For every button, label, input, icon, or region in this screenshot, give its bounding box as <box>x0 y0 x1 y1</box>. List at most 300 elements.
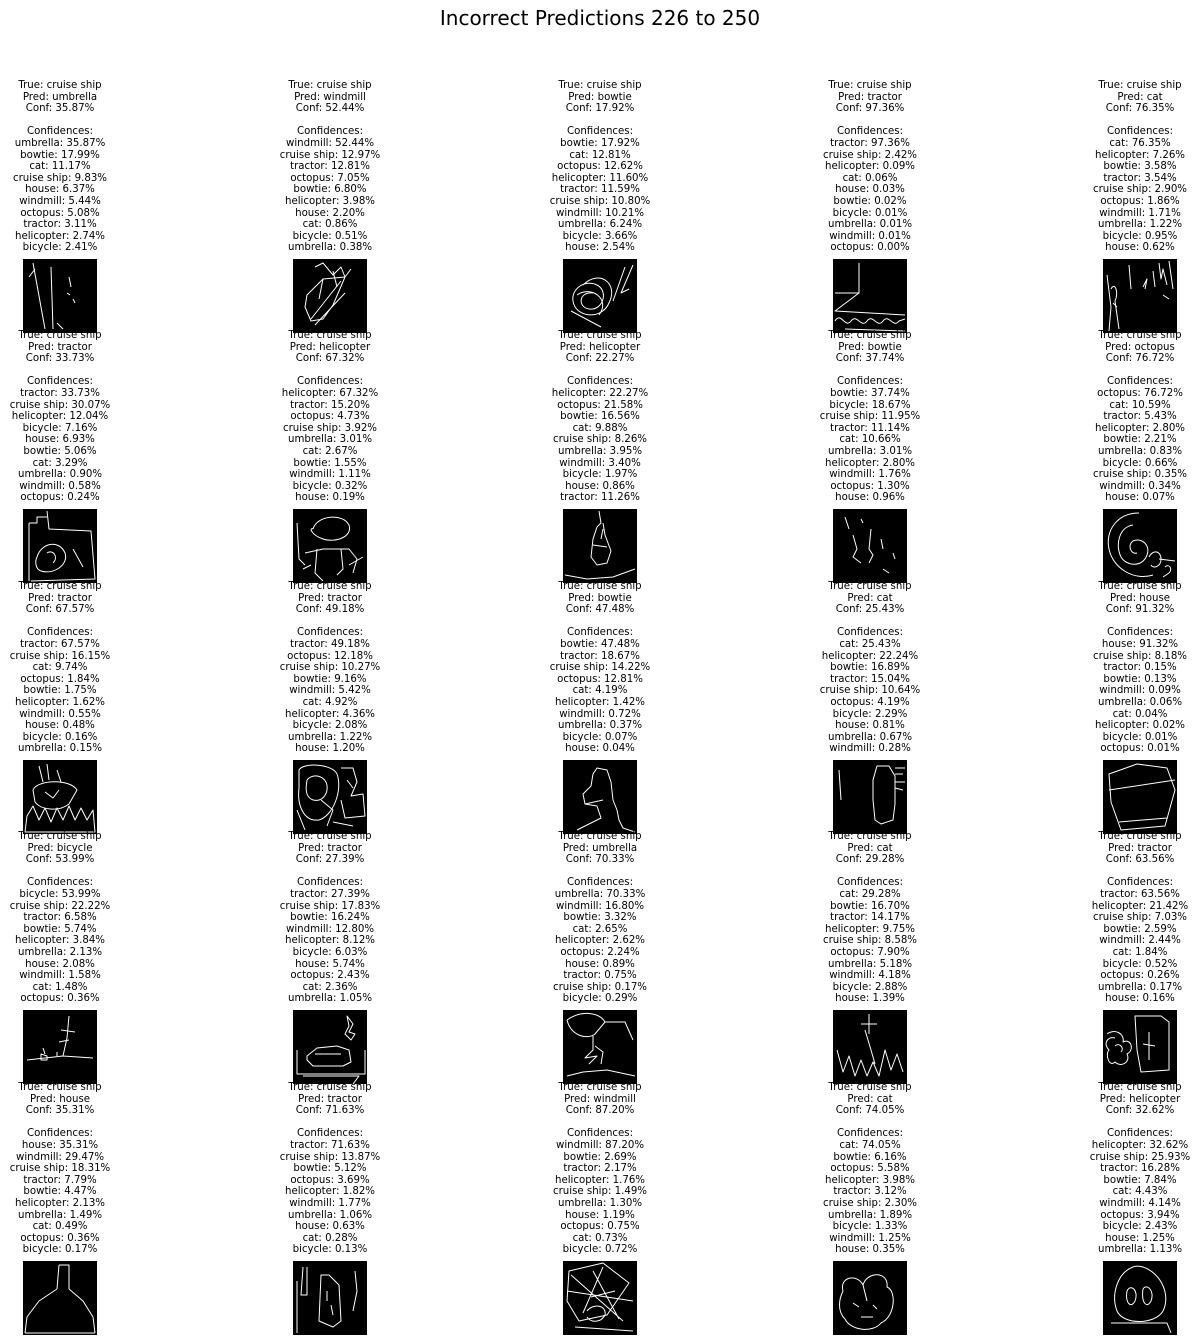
confidence-item: cat: 12.81% <box>569 149 631 161</box>
confidence-item: cat: 9.74% <box>32 662 88 674</box>
spacer <box>1040 866 1200 878</box>
confidence-item: bowtie: 3.58% <box>1103 161 1177 173</box>
spacer <box>770 115 970 127</box>
prediction-panel <box>770 1082 970 1256</box>
confidence-item: helicopter: 22.24% <box>821 650 919 662</box>
confidence-item: helicopter: 1.76% <box>555 1174 645 1186</box>
pred-label: Pred: octopus <box>1105 341 1175 353</box>
prediction-panel <box>500 1082 700 1256</box>
pred-label: Pred: umbrella <box>562 842 638 854</box>
conf-label: Conf: 17.92% <box>565 103 635 115</box>
confidence-item: tractor: 27.39% <box>290 888 370 900</box>
confidence-item: windmill: 29.47% <box>15 1151 105 1163</box>
conf-label: Conf: 87.20% <box>565 1105 635 1117</box>
confidence-item: tractor: 2.17% <box>563 1163 637 1175</box>
prediction-panel <box>0 330 160 504</box>
sketch-drawing <box>23 1261 97 1335</box>
confidence-item: helicopter: 21.42% <box>1091 900 1189 912</box>
confidence-item: tractor: 33.73% <box>20 387 100 399</box>
confidence-item: cruise ship: 2.42% <box>823 149 917 161</box>
confidence-item: octopus: 12.81% <box>557 673 643 685</box>
confidence-item: bicycle: 2.41% <box>22 242 98 254</box>
spacer <box>500 866 700 878</box>
confidence-item: bicycle: 0.01% <box>832 207 908 219</box>
confidence-item: windmill: 0.34% <box>1099 480 1181 492</box>
confidence-item: helicopter: 12.04% <box>11 411 109 423</box>
confidence-item: octopus: 5.58% <box>830 1163 910 1175</box>
confidence-item: bicycle: 0.52% <box>1102 958 1178 970</box>
confidence-item: bicycle: 0.66% <box>1102 457 1178 469</box>
pred-label: Pred: cat <box>847 592 893 604</box>
confidence-item: octopus: 0.01% <box>1100 743 1180 755</box>
confidence-item: octopus: 21.58% <box>557 399 643 411</box>
confidences-header: Confidences: <box>296 1128 364 1140</box>
confidence-item: cat: 1.48% <box>32 981 88 993</box>
sketch-stroke <box>571 265 633 327</box>
confidence-item: bicycle: 0.72% <box>562 1244 638 1256</box>
confidence-item: umbrella: 0.15% <box>17 743 103 755</box>
sketch-stroke <box>567 1263 633 1331</box>
figure-title: Incorrect Predictions 226 to 250 <box>439 6 761 30</box>
confidence-item: cat: 0.28% <box>302 1232 358 1244</box>
confidence-item: house: 91.32% <box>1101 638 1179 650</box>
confidence-item: umbrella: 1.22% <box>1097 219 1183 231</box>
confidence-item: cat: 2.67% <box>302 445 358 457</box>
confidences-header: Confidences: <box>1106 126 1174 138</box>
sketch-drawing <box>833 760 907 834</box>
sketch-drawing <box>833 1261 907 1335</box>
prediction-panel <box>230 1082 430 1256</box>
sketch-thumbnail <box>833 509 907 583</box>
confidence-item: house: 0.89% <box>565 958 635 970</box>
pred-label: Pred: helicopter <box>1099 1093 1181 1105</box>
confidence-item: cruise ship: 30.07% <box>9 399 111 411</box>
confidence-item: cruise ship: 11.95% <box>819 411 921 423</box>
confidence-item: helicopter: 2.62% <box>555 935 645 947</box>
prediction-panel <box>500 80 700 254</box>
confidence-item: umbrella: 35.87% <box>14 137 106 149</box>
pred-label: Pred: umbrella <box>22 91 98 103</box>
confidence-item: windmill: 0.09% <box>1099 685 1181 697</box>
confidence-item: windmill: 4.14% <box>1099 1197 1181 1209</box>
true-label: True: cruise ship <box>1098 831 1182 842</box>
confidence-item: umbrella: 0.01% <box>827 219 913 231</box>
confidence-item: cat: 0.73% <box>572 1232 628 1244</box>
spacer <box>230 616 430 628</box>
confidence-item: windmill: 0.01% <box>829 230 911 242</box>
confidence-item: house: 0.62% <box>1105 242 1175 254</box>
confidence-item: octopus: 4.19% <box>830 696 910 708</box>
confidence-item: umbrella: 3.01% <box>827 445 913 457</box>
true-label: True: cruise ship <box>1098 80 1182 91</box>
true-label: True: cruise ship <box>558 1082 642 1093</box>
conf-label: Conf: 74.05% <box>835 1105 905 1117</box>
confidence-item: bicycle: 18.67% <box>829 399 911 411</box>
conf-label: Conf: 97.36% <box>835 103 905 115</box>
confidence-item: cat: 2.65% <box>572 923 628 935</box>
confidence-item: octopus: 1.30% <box>830 480 910 492</box>
confidence-item: house: 0.96% <box>835 492 905 504</box>
confidences-header: Confidences: <box>566 1128 634 1140</box>
confidence-item: bowtie: 47.48% <box>560 638 640 650</box>
conf-label: Conf: 91.32% <box>1105 604 1175 616</box>
sketch-drawing <box>1103 259 1177 333</box>
confidence-item: umbrella: 1.05% <box>287 993 373 1005</box>
confidence-item: octopus: 0.36% <box>20 1232 100 1244</box>
confidence-item: bicycle: 2.08% <box>292 720 368 732</box>
prediction-panel <box>500 831 700 1005</box>
pred-label: Pred: helicopter <box>559 341 641 353</box>
pred-label: Pred: cat <box>847 842 893 854</box>
confidence-item: cruise ship: 0.17% <box>553 981 647 993</box>
confidence-item: helicopter: 2.74% <box>15 230 105 242</box>
conf-label: Conf: 67.57% <box>25 604 95 616</box>
confidence-item: bowtie: 6.80% <box>293 184 367 196</box>
sketch-thumbnail <box>1103 1261 1177 1335</box>
sketch-thumbnail <box>1103 1010 1177 1084</box>
true-label: True: cruise ship <box>558 581 642 592</box>
true-label: True: cruise ship <box>288 1082 372 1093</box>
confidence-item: bicycle: 0.95% <box>1102 230 1178 242</box>
confidence-item: bowtie: 5.74% <box>23 923 97 935</box>
sketch-drawing <box>293 509 367 583</box>
conf-label: Conf: 35.87% <box>25 103 95 115</box>
spacer <box>770 616 970 628</box>
sketch-stroke <box>840 1275 894 1330</box>
pred-label: Pred: tractor <box>298 842 362 854</box>
confidence-item: helicopter: 11.60% <box>551 172 649 184</box>
spacer <box>0 616 160 628</box>
sketch-stroke <box>1109 764 1175 830</box>
true-label: True: cruise ship <box>288 831 372 842</box>
confidence-item: house: 0.35% <box>835 1244 905 1256</box>
spacer <box>1040 365 1200 377</box>
confidence-item: octopus: 12.18% <box>287 650 373 662</box>
confidence-item: octopus: 0.26% <box>1100 970 1180 982</box>
confidence-item: cruise ship: 10.80% <box>549 195 651 207</box>
confidences-header: Confidences: <box>26 627 94 639</box>
confidence-item: cruise ship: 17.83% <box>279 900 381 912</box>
sketch-stroke <box>25 1265 95 1333</box>
confidence-item: umbrella: 3.01% <box>287 434 373 446</box>
confidence-item: windmill: 1.71% <box>1099 207 1181 219</box>
sketch-drawing <box>1103 1010 1177 1084</box>
confidence-item: cruise ship: 2.30% <box>823 1197 917 1209</box>
true-label: True: cruise ship <box>1098 581 1182 592</box>
sketch-stroke <box>845 517 895 573</box>
confidence-item: cruise ship: 2.90% <box>1093 184 1187 196</box>
conf-label: Conf: 49.18% <box>295 604 365 616</box>
conf-label: Conf: 52.44% <box>295 103 365 115</box>
confidence-item: bicycle: 0.17% <box>22 1244 98 1256</box>
spacer <box>770 365 970 377</box>
sketch-drawing <box>1103 509 1177 583</box>
confidences-header: Confidences: <box>836 376 904 388</box>
confidence-item: cruise ship: 0.35% <box>1093 469 1187 481</box>
confidence-item: umbrella: 2.13% <box>17 946 103 958</box>
confidences-header: Confidences: <box>1106 877 1174 889</box>
confidences-header: Confidences: <box>566 126 634 138</box>
confidence-item: cat: 2.36% <box>302 981 358 993</box>
sketch-stroke <box>837 1014 903 1076</box>
true-label: True: cruise ship <box>828 581 912 592</box>
confidence-item: windmill: 0.28% <box>829 743 911 755</box>
confidence-item: octopus: 0.24% <box>20 492 100 504</box>
confidences-header: Confidences: <box>26 1128 94 1140</box>
prediction-panel <box>770 581 970 755</box>
confidence-item: helicopter: 67.32% <box>281 387 379 399</box>
confidence-item: tractor: 11.26% <box>560 492 640 504</box>
confidence-item: tractor: 3.54% <box>1103 172 1177 184</box>
confidences-header: Confidences: <box>566 877 634 889</box>
true-label: True: cruise ship <box>558 80 642 91</box>
spacer <box>500 1117 700 1129</box>
confidences-header: Confidences: <box>566 627 634 639</box>
prediction-panel <box>0 581 160 755</box>
confidence-item: tractor: 11.14% <box>830 422 910 434</box>
confidence-item: umbrella: 1.13% <box>1097 1244 1183 1256</box>
confidence-item: house: 0.03% <box>835 184 905 196</box>
pred-label: Pred: windmill <box>294 91 366 103</box>
spacer <box>500 616 700 628</box>
confidence-item: octopus: 0.75% <box>560 1221 640 1233</box>
confidence-item: windmill: 5.42% <box>289 685 371 697</box>
confidence-item: bicycle: 2.43% <box>1102 1221 1178 1233</box>
sketch-thumbnail <box>23 1261 97 1335</box>
confidence-item: cruise ship: 9.83% <box>13 172 107 184</box>
confidence-item: helicopter: 22.27% <box>551 387 649 399</box>
confidence-item: umbrella: 0.06% <box>1097 696 1183 708</box>
confidence-item: cat: 74.05% <box>839 1139 901 1151</box>
prediction-panel <box>230 581 430 755</box>
prediction-panel <box>500 581 700 755</box>
sketch-stroke <box>565 511 635 579</box>
sketch-thumbnail <box>293 1261 367 1335</box>
confidence-item: bowtie: 6.16% <box>833 1151 907 1163</box>
confidence-item: bicycle: 2.29% <box>832 708 908 720</box>
confidence-item: windmill: 3.40% <box>559 457 641 469</box>
confidence-item: tractor: 18.67% <box>560 650 640 662</box>
spacer <box>0 365 160 377</box>
conf-label: Conf: 25.43% <box>835 604 905 616</box>
pred-label: Pred: cat <box>1117 91 1163 103</box>
prediction-panel <box>770 330 970 504</box>
sketch-drawing <box>293 1010 367 1084</box>
true-label: True: cruise ship <box>18 581 102 592</box>
confidences-header: Confidences: <box>296 877 364 889</box>
confidence-item: bowtie: 9.16% <box>293 673 367 685</box>
confidence-item: windmill: 5.44% <box>19 195 101 207</box>
sketch-thumbnail <box>563 760 637 834</box>
prediction-panel <box>230 831 430 1005</box>
conf-label: Conf: 37.74% <box>835 353 905 365</box>
confidence-item: tractor: 63.56% <box>1100 888 1180 900</box>
conf-label: Conf: 70.33% <box>565 854 635 866</box>
sketch-stroke <box>27 1016 93 1060</box>
confidences-header: Confidences: <box>1106 376 1174 388</box>
confidence-item: tractor: 71.63% <box>290 1139 370 1151</box>
confidence-item: cat: 0.49% <box>32 1221 88 1233</box>
spacer <box>230 866 430 878</box>
prediction-panel <box>1040 1082 1200 1256</box>
confidence-item: bicycle: 7.16% <box>22 422 98 434</box>
confidence-item: house: 0.86% <box>565 480 635 492</box>
confidence-item: tractor: 15.20% <box>290 399 370 411</box>
true-label: True: cruise ship <box>288 330 372 341</box>
sketch-drawing <box>23 509 97 583</box>
sketch-thumbnail <box>293 760 367 834</box>
confidence-item: windmill: 2.44% <box>1099 935 1181 947</box>
confidences-header: Confidences: <box>836 627 904 639</box>
confidence-item: bowtie: 4.47% <box>23 1186 97 1198</box>
confidence-item: tractor: 15.04% <box>830 673 910 685</box>
sketch-thumbnail <box>833 1010 907 1084</box>
confidence-item: helicopter: 2.13% <box>15 1197 105 1209</box>
confidence-item: bicycle: 6.03% <box>292 946 368 958</box>
confidence-item: umbrella: 1.89% <box>827 1209 913 1221</box>
confidence-item: helicopter: 32.62% <box>1091 1139 1189 1151</box>
conf-label: Conf: 67.32% <box>295 353 365 365</box>
conf-label: Conf: 32.62% <box>1105 1105 1175 1117</box>
confidence-item: bowtie: 16.89% <box>830 662 910 674</box>
prediction-panel <box>1040 330 1200 504</box>
confidence-item: bowtie: 0.02% <box>833 195 907 207</box>
confidence-item: bicycle: 0.16% <box>22 731 98 743</box>
confidence-item: cat: 0.06% <box>842 172 898 184</box>
conf-label: Conf: 35.31% <box>25 1105 95 1117</box>
confidence-item: bowtie: 7.84% <box>1103 1174 1177 1186</box>
confidence-item: octopus: 5.08% <box>20 207 100 219</box>
confidence-item: bicycle: 0.01% <box>1102 731 1178 743</box>
confidence-item: house: 0.48% <box>25 720 95 732</box>
sketch-stroke <box>839 766 905 824</box>
confidence-item: cat: 4.19% <box>572 685 628 697</box>
sketch-stroke <box>577 768 635 832</box>
confidence-item: cat: 10.59% <box>1109 399 1171 411</box>
sketch-drawing <box>563 509 637 583</box>
sketch-drawing <box>833 1010 907 1084</box>
sketch-thumbnail <box>23 760 97 834</box>
confidence-item: octopus: 4.73% <box>290 411 370 423</box>
confidence-item: cat: 3.29% <box>32 457 88 469</box>
sketch-stroke <box>297 1016 365 1084</box>
confidence-item: tractor: 11.59% <box>560 184 640 196</box>
confidence-item: bicycle: 0.13% <box>292 1244 368 1256</box>
sketch-thumbnail <box>23 1010 97 1084</box>
confidence-item: house: 1.19% <box>565 1209 635 1221</box>
confidence-item: tractor: 16.28% <box>1100 1163 1180 1175</box>
confidence-item: windmill: 0.72% <box>559 708 641 720</box>
confidence-item: cat: 4.92% <box>302 696 358 708</box>
confidence-item: cruise ship: 18.31% <box>9 1163 111 1175</box>
confidence-item: cruise ship: 10.64% <box>819 685 921 697</box>
true-label: True: cruise ship <box>558 330 642 341</box>
sketch-stroke <box>305 263 351 325</box>
confidence-item: house: 2.08% <box>25 958 95 970</box>
sketch-stroke <box>567 1013 635 1076</box>
true-label: True: cruise ship <box>18 1082 102 1093</box>
confidence-item: bowtie: 3.32% <box>563 912 637 924</box>
confidence-item: cruise ship: 12.97% <box>279 149 381 161</box>
prediction-panel <box>0 831 160 1005</box>
conf-label: Conf: 29.28% <box>835 854 905 866</box>
sketch-stroke <box>1106 1016 1169 1072</box>
confidence-item: helicopter: 1.62% <box>15 696 105 708</box>
confidence-item: windmill: 1.77% <box>289 1197 371 1209</box>
confidence-item: bowtie: 17.92% <box>560 137 640 149</box>
sketch-drawing <box>293 760 367 834</box>
confidence-item: house: 0.07% <box>1105 492 1175 504</box>
confidence-item: tractor: 5.43% <box>1103 411 1177 423</box>
confidence-item: tractor: 0.15% <box>1103 662 1177 674</box>
sketch-thumbnail <box>833 760 907 834</box>
true-label: True: cruise ship <box>18 831 102 842</box>
confidence-item: bowtie: 16.56% <box>560 411 640 423</box>
confidence-item: cat: 11.17% <box>29 161 91 173</box>
confidence-item: bicycle: 0.32% <box>292 480 368 492</box>
confidence-item: cat: 0.04% <box>1112 708 1168 720</box>
true-label: True: cruise ship <box>828 330 912 341</box>
confidence-item: tractor: 3.11% <box>23 219 97 231</box>
confidence-item: bowtie: 16.70% <box>830 900 910 912</box>
sketch-thumbnail <box>293 1010 367 1084</box>
confidence-item: bowtie: 2.21% <box>1103 434 1177 446</box>
sketch-drawing <box>833 259 907 333</box>
confidence-item: helicopter: 9.75% <box>825 923 915 935</box>
confidence-item: bicycle: 53.99% <box>19 888 101 900</box>
sketch-drawing <box>23 1010 97 1084</box>
confidence-item: bicycle: 2.88% <box>832 981 908 993</box>
sketch-thumbnail <box>1103 760 1177 834</box>
confidence-item: house: 0.63% <box>295 1221 365 1233</box>
confidence-item: bicycle: 3.66% <box>562 230 638 242</box>
sketch-thumbnail <box>563 259 637 333</box>
confidence-item: cruise ship: 25.93% <box>1089 1151 1191 1163</box>
pred-label: Pred: bicycle <box>27 842 93 854</box>
confidence-item: cat: 1.84% <box>1112 946 1168 958</box>
confidence-item: octopus: 0.00% <box>830 242 910 254</box>
prediction-panel <box>500 330 700 504</box>
sketch-drawing <box>293 259 367 333</box>
sketch-thumbnail <box>563 509 637 583</box>
confidence-item: helicopter: 2.80% <box>825 457 915 469</box>
true-label: True: cruise ship <box>18 330 102 341</box>
true-label: True: cruise ship <box>828 1082 912 1093</box>
spacer <box>1040 616 1200 628</box>
confidences-header: Confidences: <box>836 877 904 889</box>
confidence-item: cruise ship: 22.22% <box>9 900 111 912</box>
sketch-thumbnail <box>23 509 97 583</box>
sketch-drawing <box>563 760 637 834</box>
pred-label: Pred: windmill <box>564 1093 636 1105</box>
confidence-item: cat: 25.43% <box>839 638 901 650</box>
confidence-item: bicycle: 0.51% <box>292 230 368 242</box>
confidence-item: umbrella: 0.17% <box>1097 981 1183 993</box>
confidence-item: umbrella: 1.22% <box>287 731 373 743</box>
conf-label: Conf: 22.27% <box>565 353 635 365</box>
confidence-item: helicopter: 7.26% <box>1095 149 1185 161</box>
pred-label: Pred: helicopter <box>289 341 371 353</box>
confidence-item: tractor: 3.12% <box>833 1186 907 1198</box>
confidence-item: cruise ship: 10.27% <box>279 662 381 674</box>
confidence-item: cat: 76.35% <box>1109 137 1171 149</box>
confidence-item: house: 1.39% <box>835 993 905 1005</box>
pred-label: Pred: tractor <box>28 341 92 353</box>
sketch-drawing <box>563 259 637 333</box>
sketch-drawing <box>1103 760 1177 834</box>
confidence-item: tractor: 6.58% <box>23 912 97 924</box>
conf-label: Conf: 47.48% <box>565 604 635 616</box>
